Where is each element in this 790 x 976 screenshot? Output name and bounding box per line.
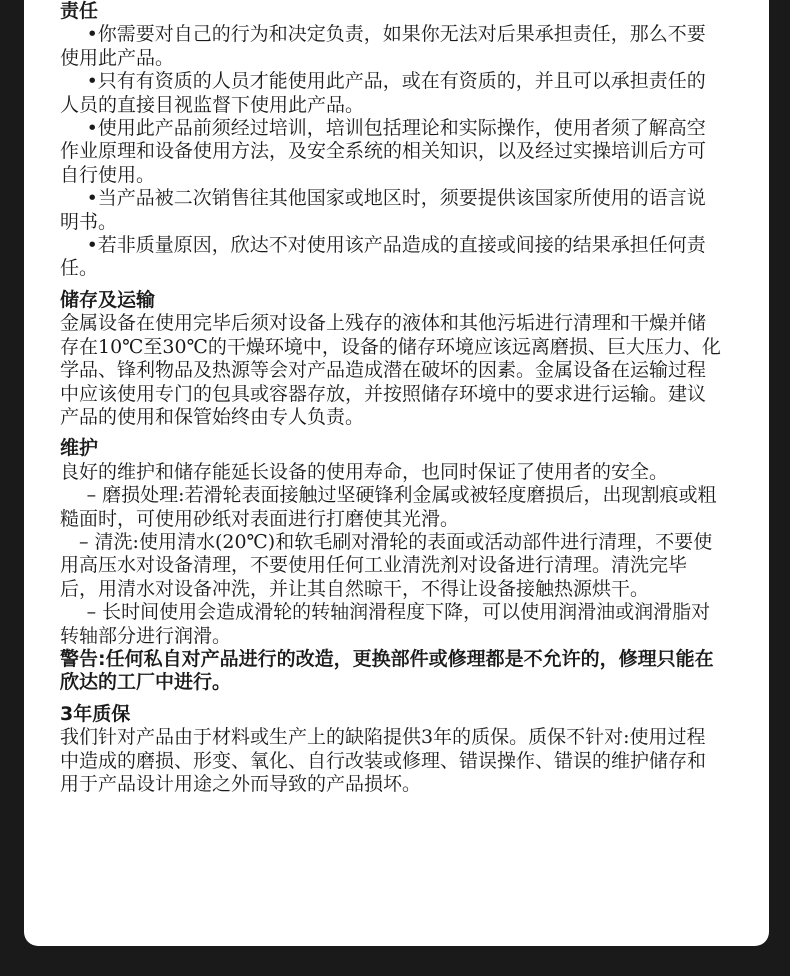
maintenance-intro: 良好的维护和储存能延长设备的使用寿命，也同时保证了使用者的安全。 <box>60 460 669 483</box>
maintenance-warning: 警告:任何私自对产品进行的改造，更换部件或修理都是不允许的，修理只能在欣达的工厂中进行。 <box>60 647 714 694</box>
section-maintenance <box>60 437 722 694</box>
section-title-responsibility: 责任 <box>60 0 99 22</box>
section-warranty <box>60 703 722 797</box>
responsibility-item: •只有有资质的人员才能使用此产品，或在有资质的，并且可以承担责任的人员的直接目视监督下使用此产品。 <box>60 70 706 116</box>
responsibility-item: •使用此产品前须经过培训，培训包括理论和实际操作，使用者须了解高空作业原理和设备使用方法，及安全系统的相关知识，以及经过实操培训后方可自行使用。 <box>60 117 707 186</box>
warranty-body: 我们针对产品由于材料或生产上的缺陷提供3年的质保。质保不针对:使用过程中造成的磨损、形变、氧化、自行改装或修理、错误操作、错误的维护储存和用于产品设计用途之外而导致的产品损坏。 <box>60 726 707 795</box>
maintenance-item: – 磨损处理:若滑轮表面接触过坚硬锋利金属或被轻度磨损后，出现割痕或粗糙面时，可使用砂纸对表面进行打磨使其光滑。 <box>60 484 717 530</box>
responsibility-item: •你需要对自己的行为和决定负责，如果你无法对后果承担责任，那么不要使用此产品。 <box>60 23 706 69</box>
responsibility-item: •若非质量原因，欣达不对使用该产品造成的直接或间接的结果承担任何责任。 <box>60 234 706 280</box>
section-title-maintenance: 维护 <box>60 437 99 460</box>
section-title-warranty: 3年质保 <box>60 702 131 725</box>
maintenance-item: – 清洗:使用清水(20℃)和软毛刷对滑轮的表面或活动部件进行清理，不要使用高压水对设备清理，不要使用任何工业清洗剂对设备进行清理。清洗完毕后，用清水对设备冲洗，并让其自然晾干，不得让设备接触热源烘干。 <box>60 530 713 600</box>
section-title-storage: 储存及运输 <box>60 288 156 311</box>
maintenance-item: – 长时间使用会造成滑轮的转轴润滑程度下降，可以使用润滑油或润滑脂对转轴部分进行润滑。 <box>60 601 711 647</box>
responsibility-item: •当产品被二次销售往其他国家或地区时，须要提供该国家所使用的语言说明书。 <box>60 187 706 233</box>
section-storage <box>60 289 722 429</box>
document-card <box>24 0 769 946</box>
document-content <box>60 0 722 796</box>
section-responsibility <box>60 0 722 281</box>
storage-body: 金属设备在使用完毕后须对设备上残存的液体和其他污垢进行清理和干燥并储存在10℃至30℃的干燥环境中，设备的储存环境应该远离磨损、巨大压力、化学品、锋利物品及热源等会对产品造成潜在破坏的因素。金属设备在运输过程中应该使用专门的包具或容器存放，并按照储存环境中的要求进行运输。建议产品的使用和保管始终由专人负责。 <box>60 312 721 428</box>
